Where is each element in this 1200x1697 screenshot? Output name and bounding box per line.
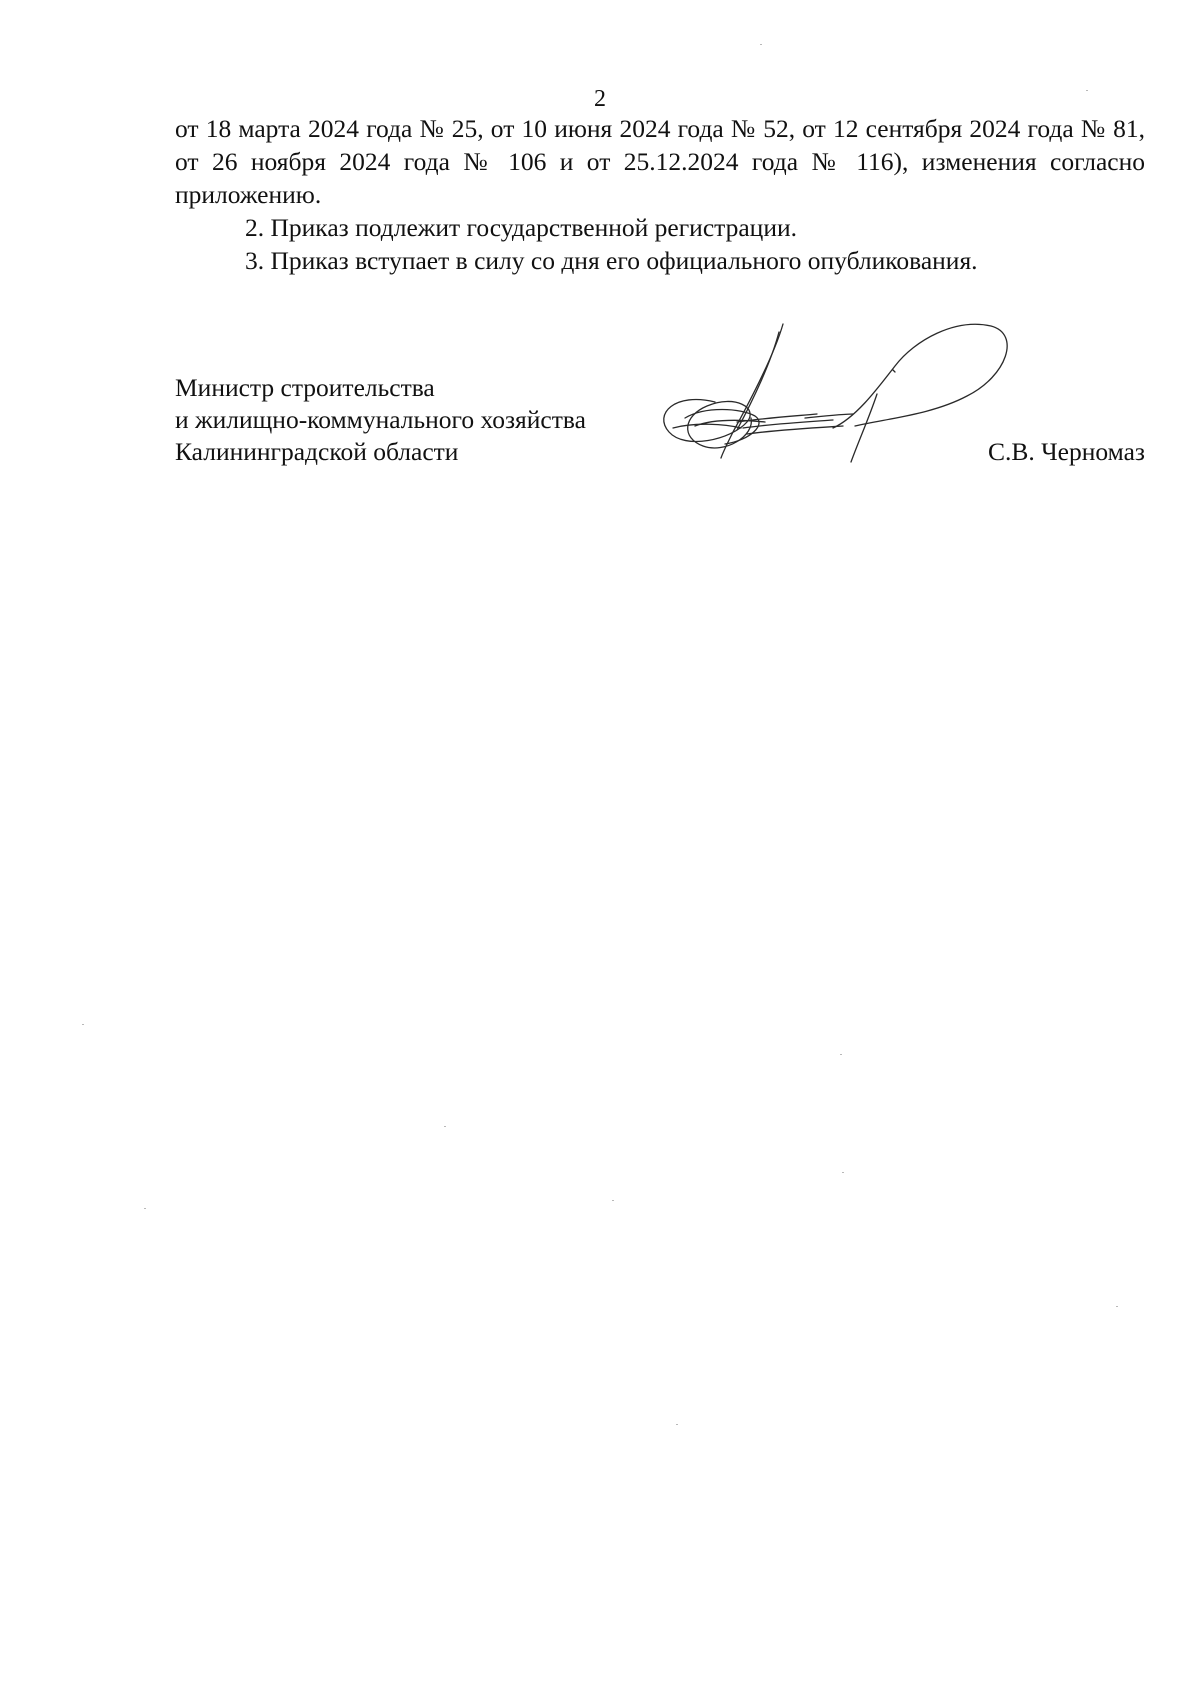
scan-speck <box>842 1172 844 1173</box>
scan-speck <box>1086 90 1088 91</box>
scan-speck <box>82 1024 84 1025</box>
page-number: 2 <box>594 86 606 112</box>
scan-speck <box>444 1126 446 1127</box>
scan-speck <box>1116 1306 1118 1307</box>
position-line: Министр строительства <box>175 373 435 402</box>
position-line: Калининградской области <box>175 437 459 466</box>
scan-speck <box>676 1424 678 1425</box>
document-body <box>175 112 1145 277</box>
effective-date-clause: 3. Приказ вступает в силу со дня его официального опубликования. <box>245 246 978 275</box>
scan-speck <box>612 1200 614 1201</box>
handwritten-signature <box>655 322 1045 484</box>
signer-name: С.В. Черномаз <box>987 437 1145 466</box>
scan-speck <box>760 44 762 45</box>
position-line: и жилищно-коммунального хозяйства <box>175 405 586 434</box>
amendment-paragraph: от 18 марта 2024 года № 25, от 10 июня 2024 года № 52, от 12 сентября 2024 года № 81, от 26 ноября 2024 года № 106 и от 25.12.2024 года № 116), изменения согласно приложению. <box>175 114 1145 209</box>
scan-speck <box>144 1208 146 1209</box>
scan-speck <box>840 1054 842 1055</box>
signer-position <box>175 372 586 468</box>
registration-clause: 2. Приказ подлежит государственной регистрации. <box>245 213 797 242</box>
